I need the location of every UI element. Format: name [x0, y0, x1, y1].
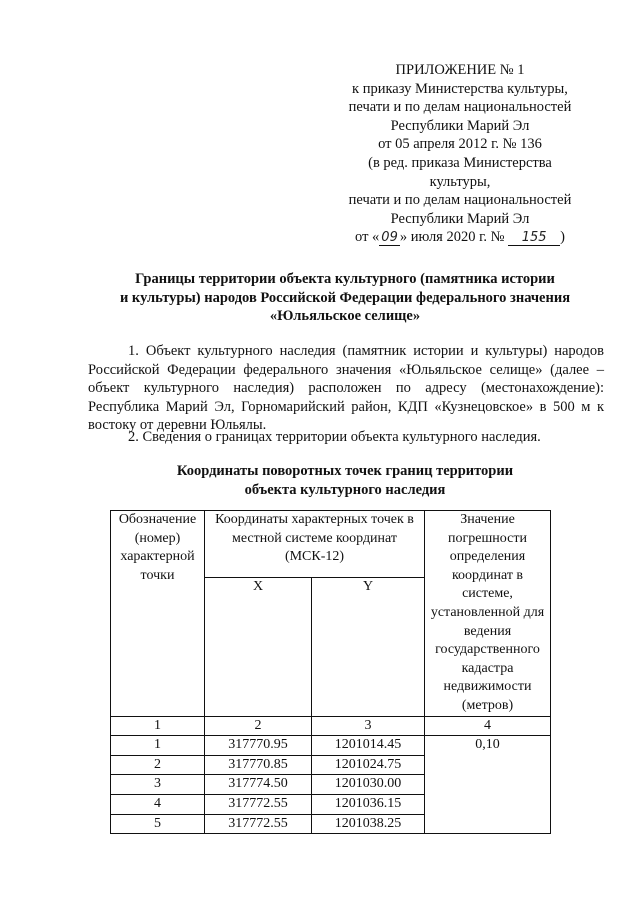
y-coordinate: 1201030.00 — [312, 775, 425, 795]
table-title-line: Координаты поворотных точек границ территории — [176, 463, 514, 479]
appendix-line: Республики Марий Эл — [390, 210, 530, 227]
appendix-line: к приказу Министерства культуры, — [352, 80, 568, 97]
title-line: и культуры) народов Российской Федерации федерального значения — [119, 289, 571, 306]
date-suffix: ) — [560, 229, 565, 246]
header-x: X — [205, 577, 312, 716]
table-title — [60, 462, 630, 499]
table-title-line: объекта культурного наследия — [244, 481, 446, 498]
paragraph-boundaries: 2. Сведения о границах территории объекта культурного наследия. — [128, 429, 541, 445]
header-coordinates: Координаты характерных точек в местной системе координат (МСК-12) — [205, 511, 425, 578]
header-accuracy: Значение погрешности определения координат в системе, установленной для ведения государственного кадастра недвижимости (метров) — [425, 511, 551, 717]
x-coordinate: 317770.95 — [205, 736, 312, 756]
appendix-line: культуры, — [429, 173, 491, 190]
appendix-line: печати и по делам национальностей — [348, 99, 572, 116]
column-number: 1 — [111, 716, 205, 736]
y-coordinate: 1201036.15 — [312, 794, 425, 814]
paragraph-object-location: 1. Объект культурного наследия (памятник истории и культуры) народов Российской Федерации федерального значения «Юльяльское селище» (далее – объект культурного наследия) расположен по адресу (местонахождение): Республика Марий Эл, Горномарийский район, КДП «Кузнецовское» в 500 м к востоку от деревни Юльялы. — [88, 343, 604, 434]
point-number: 3 — [111, 775, 205, 795]
table-row — [111, 736, 551, 756]
amendment-date-line — [330, 228, 590, 247]
header-y: Y — [312, 577, 425, 716]
table-numbering-row — [111, 716, 551, 736]
point-number: 1 — [111, 736, 205, 756]
appendix-line: от 05 апреля 2012 г. № 136 — [378, 136, 542, 153]
column-number: 4 — [425, 716, 551, 736]
table-header-row — [111, 511, 551, 578]
date-middle: » июля 2020 г. № — [399, 229, 505, 246]
appendix-line: Республики Марий Эл — [390, 117, 530, 134]
coordinates-table — [110, 510, 551, 834]
appendix-title: ПРИЛОЖЕНИЕ № 1 — [395, 62, 525, 78]
point-number: 4 — [111, 794, 205, 814]
appendix-header — [330, 61, 590, 247]
date-prefix: от « — [355, 229, 380, 246]
title-line: Границы территории объекта культурного (памятника истории — [135, 271, 555, 287]
column-number: 3 — [312, 716, 425, 736]
x-coordinate: 317770.85 — [205, 755, 312, 775]
point-number: 2 — [111, 755, 205, 775]
appendix-line: (в ред. приказа Министерства — [368, 154, 552, 171]
handwritten-day: 09 — [381, 230, 398, 246]
y-coordinate: 1201024.75 — [312, 755, 425, 775]
y-coordinate: 1201014.45 — [312, 736, 425, 756]
appendix-line: печати и по делам национальностей — [348, 192, 572, 209]
header-point-designation: Обозначение (номер) характерной точки — [111, 511, 205, 717]
title-line: «Юльяльское селище» — [269, 308, 421, 325]
x-coordinate: 317772.55 — [205, 794, 312, 814]
point-number: 5 — [111, 814, 205, 834]
handwritten-number: 155 — [508, 231, 560, 246]
y-coordinate: 1201038.25 — [312, 814, 425, 834]
x-coordinate: 317774.50 — [205, 775, 312, 795]
document-title — [60, 270, 630, 326]
column-number: 2 — [205, 716, 312, 736]
x-coordinate: 317772.55 — [205, 814, 312, 834]
accuracy-value: 0,10 — [425, 736, 551, 834]
